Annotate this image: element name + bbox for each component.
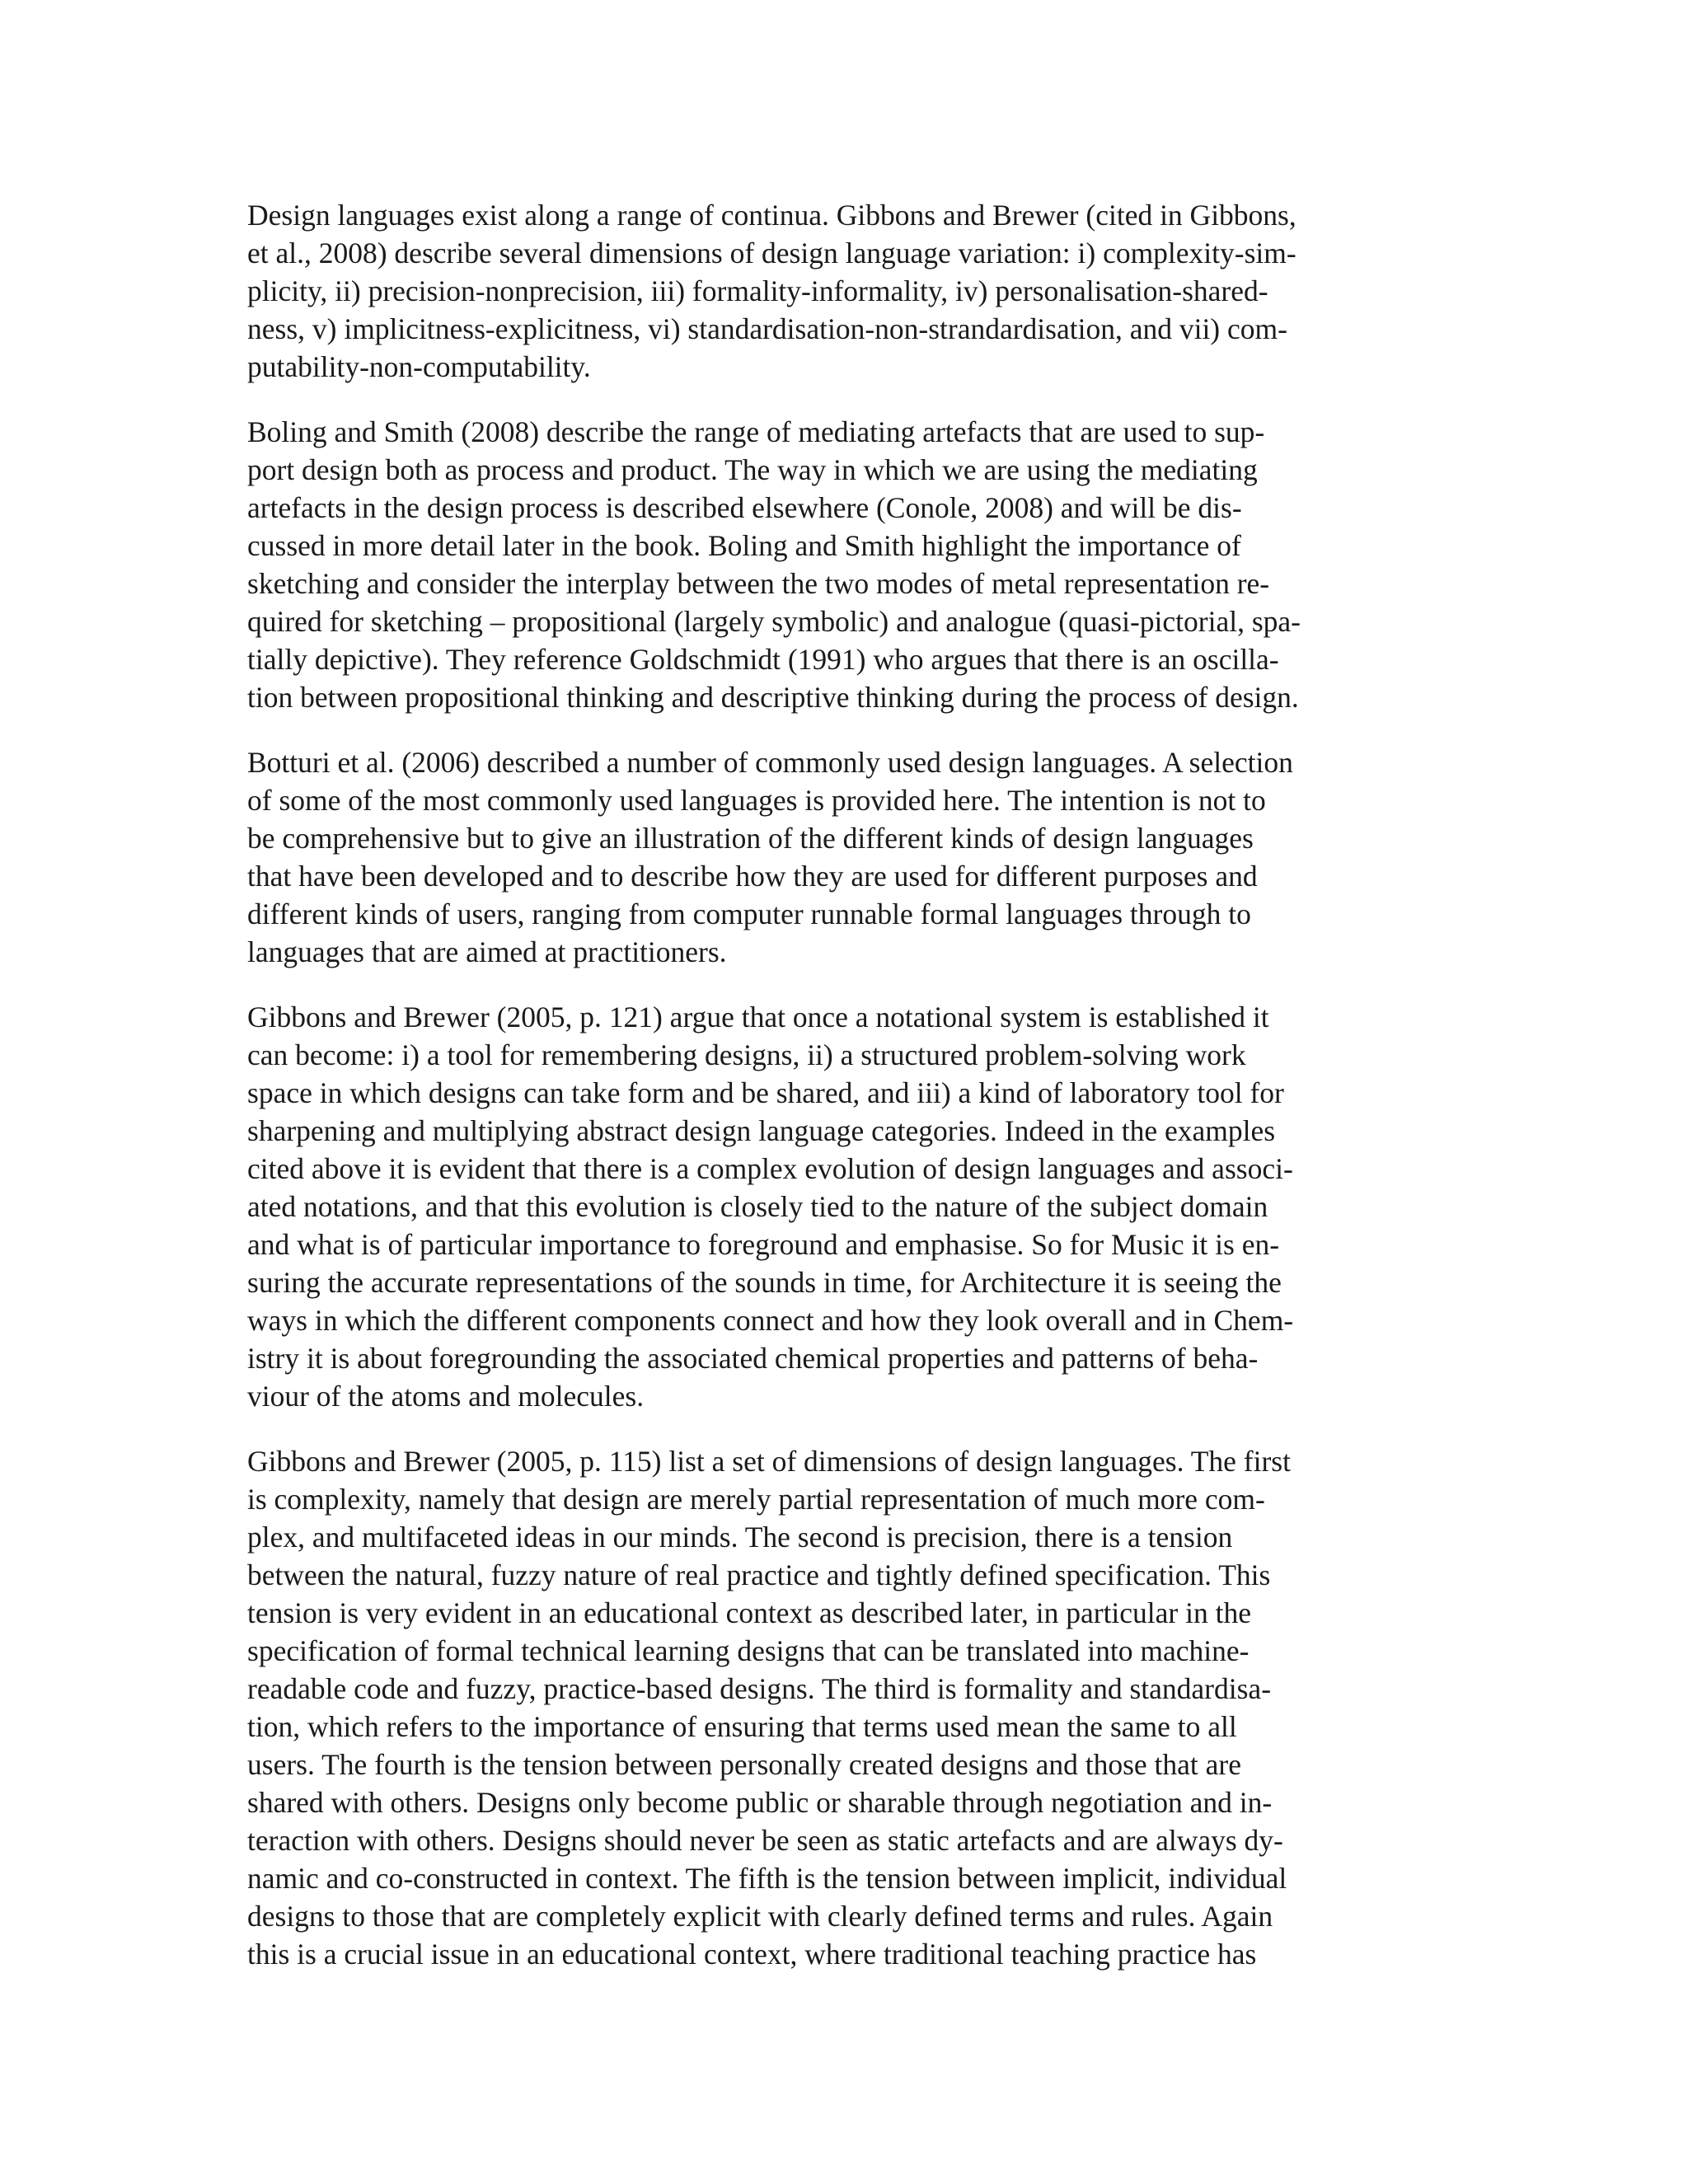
text-line: is complexity, namely that design are merely partial representation of much more com- <box>247 1483 1265 1516</box>
paragraph-mediating-artefacts <box>247 413 1451 716</box>
text-line: teraction with others. Designs should never be seen as static artefacts and are always dy- <box>247 1824 1283 1857</box>
text-line: sketching and consider the interplay between the two modes of metal representation re- <box>247 567 1270 600</box>
text-line: specification of formal technical learning designs that can be translated into machine- <box>247 1634 1250 1667</box>
text-line: ness, v) implicitness-explicitness, vi) standardisation-non-strandardisation, and vii) com- <box>247 312 1287 345</box>
text-line: Boling and Smith (2008) describe the range of mediating artefacts that are used to sup- <box>247 415 1265 448</box>
text-line: port design both as process and product. The way in which we are using the mediating <box>247 453 1258 486</box>
text-line: istry it is about foregrounding the associated chemical properties and patterns of beha- <box>247 1342 1259 1375</box>
text-line: tension is very evident in an educational context as described later, in particular in the <box>247 1596 1251 1629</box>
text-line: Botturi et al. (2006) described a number of commonly used design languages. A selection <box>247 746 1293 779</box>
text-line: sharpening and multiplying abstract design language categories. Indeed in the examples <box>247 1114 1276 1147</box>
text-line: ways in which the different components connect and how they look overall and in Chem- <box>247 1304 1294 1337</box>
text-line: tially depictive). They reference Goldschmidt (1991) who argues that there is an oscilla- <box>247 643 1279 676</box>
text-line: tion, which refers to the importance of ensuring that terms used mean the same to all <box>247 1710 1237 1743</box>
paragraph-design-language-continua <box>247 196 1451 386</box>
body-text <box>247 196 1451 2000</box>
text-line: quired for sketching – propositional (largely symbolic) and analogue (quasi-pictorial, spa- <box>247 605 1301 638</box>
text-line: tion between propositional thinking and descriptive thinking during the process of design. <box>247 681 1299 714</box>
paragraph-commonly-used-languages <box>247 743 1451 971</box>
text-line: this is a crucial issue in an educational context, where traditional teaching practice has <box>247 1938 1257 1971</box>
text-line: that have been developed and to describe how they are used for different purposes and <box>247 860 1258 893</box>
text-line: users. The fourth is the tension between personally created designs and those that are <box>247 1748 1241 1781</box>
text-line: putability-non-computability. <box>247 350 591 383</box>
text-line: between the natural, fuzzy nature of real practice and tightly defined specification. This <box>247 1558 1271 1591</box>
text-line: Gibbons and Brewer (2005, p. 121) argue that once a notational system is established it <box>247 1001 1269 1033</box>
text-line: viour of the atoms and molecules. <box>247 1380 645 1413</box>
text-line: and what is of particular importance to foreground and emphasise. So for Music it is en- <box>247 1228 1280 1261</box>
text-line: ated notations, and that this evolution is closely tied to the nature of the subject domain <box>247 1190 1268 1223</box>
text-line: languages that are aimed at practitioners. <box>247 935 727 968</box>
text-line: plicity, ii) precision-nonprecision, iii) formality-informality, iv) personalisation-shared- <box>247 274 1268 307</box>
text-line: readable code and fuzzy, practice-based designs. The third is formality and standardisa- <box>247 1672 1272 1705</box>
text-line: different kinds of users, ranging from computer runnable formal languages through to <box>247 898 1251 930</box>
text-line: cussed in more detail later in the book. Boling and Smith highlight the importance of <box>247 529 1241 562</box>
text-line: plex, and multifaceted ideas in our minds. The second is precision, there is a tension <box>247 1521 1233 1554</box>
text-line: et al., 2008) describe several dimensions of design language variation: i) complexity-sim- <box>247 237 1296 269</box>
paragraph-notational-system <box>247 998 1451 1415</box>
text-line: space in which designs can take form and be shared, and iii) a kind of laboratory tool for <box>247 1076 1284 1109</box>
text-line: cited above it is evident that there is a complex evolution of design languages and associ- <box>247 1152 1293 1185</box>
text-line: shared with others. Designs only become public or sharable through negotiation and in- <box>247 1786 1273 1819</box>
text-line: Design languages exist along a range of continua. Gibbons and Brewer (cited in Gibbons, <box>247 199 1296 232</box>
text-line: can become: i) a tool for remembering designs, ii) a structured problem-solving work <box>247 1038 1246 1071</box>
text-line: suring the accurate representations of the sounds in time, for Architecture it is seeing the <box>247 1266 1282 1299</box>
text-line: Gibbons and Brewer (2005, p. 115) list a set of dimensions of design languages. The first <box>247 1445 1291 1478</box>
text-line: namic and co-constructed in context. The fifth is the tension between implicit, individual <box>247 1862 1287 1895</box>
paragraph-dimensions-of-design-languages <box>247 1442 1451 1973</box>
text-line: designs to those that are completely explicit with clearly defined terms and rules. Again <box>247 1900 1273 1933</box>
text-line: of some of the most commonly used languages is provided here. The intention is not to <box>247 784 1266 817</box>
text-line: artefacts in the design process is described elsewhere (Conole, 2008) and will be dis- <box>247 491 1242 524</box>
text-line: be comprehensive but to give an illustration of the different kinds of design languages <box>247 822 1254 855</box>
